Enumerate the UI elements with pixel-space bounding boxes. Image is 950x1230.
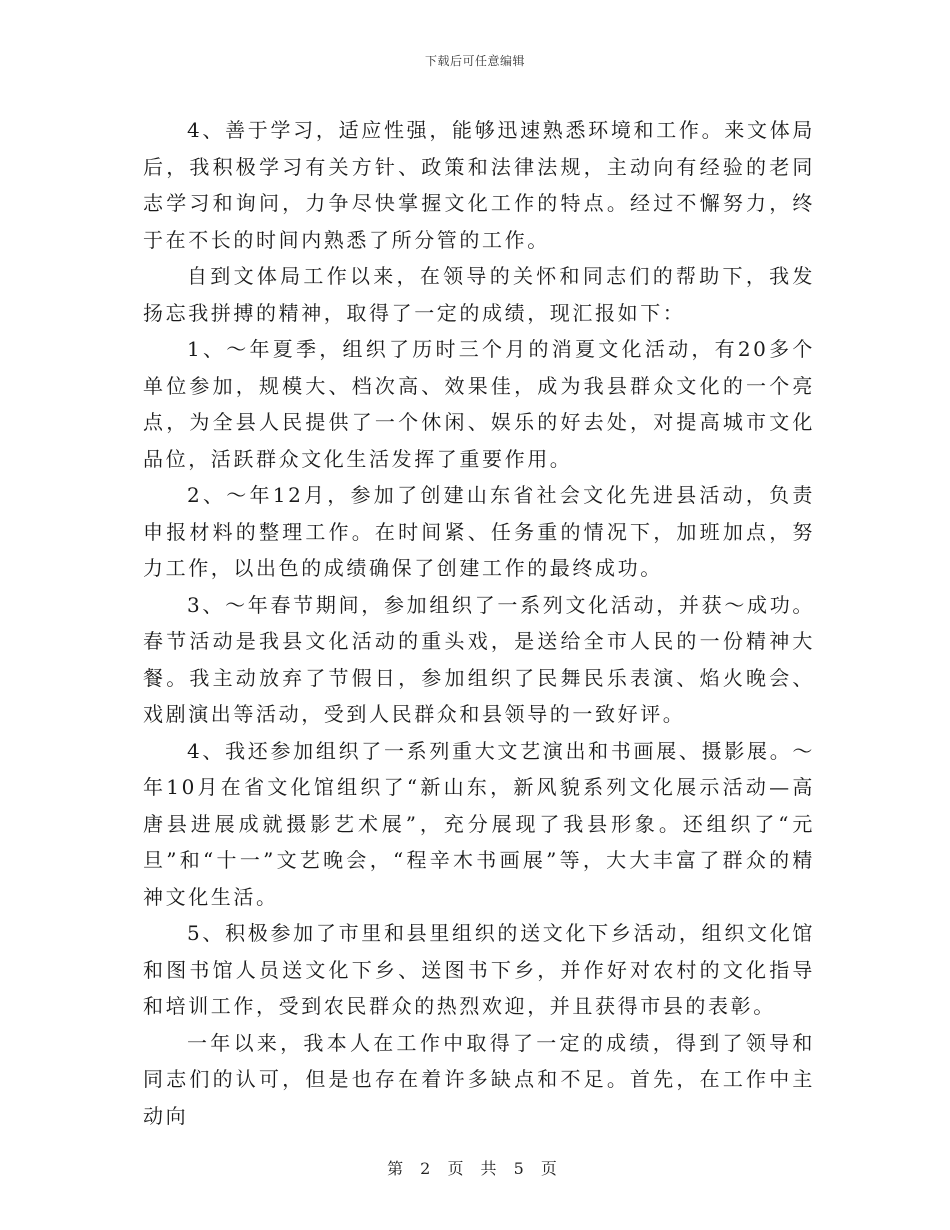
paragraph-shortcomings: 一年以来，我本人在工作中取得了一定的成绩，得到了领导和同志们的认可，但是也存在着许多缺点和不足。首先，在工作中主动向 bbox=[143, 1030, 815, 1128]
paragraph-exhibitions: 4、我还参加组织了一系列重大文艺演出和书画展、摄影展。～年10月在省文化馆组织了“新山东，新风貌系列文化展示活动—高唐县进展成就摄影艺术展”，充分展现了我县形象。还组织了“元旦”和“十一”文艺晚会，“程辛木书画展”等，大大丰富了群众的精神文化生活。 bbox=[143, 738, 815, 909]
page-header: 下载后可任意编辑 bbox=[424, 54, 525, 68]
paragraph-spring-festival: 3、～年春节期间，参加组织了一系列文化活动，并获～成功。春节活动是我县文化活动的重头戏，是送给全市人民的一份精神大餐。我主动放弃了节假日，参加组织了民舞民乐表演、焰火晚会、戏剧演出等活动，受到人民群众和县领导的一致好评。 bbox=[143, 592, 815, 726]
paragraph-culture-to-countryside: 5、积极参加了市里和县里组织的送文化下乡活动，组织文化馆和图书馆人员送文化下乡、送图书下乡，并作好对农村的文化指导和培训工作，受到农民群众的热烈欢迎，并且获得市县的表彰。 bbox=[143, 921, 815, 1018]
page-number-footer: 第 2 页 共 5 页 bbox=[387, 1159, 563, 1178]
paragraph-intro: 自到文体局工作以来，在领导的关怀和同志们的帮助下，我发扬忘我拼搏的精神，取得了一定的成绩，现汇报如下： bbox=[143, 264, 815, 325]
paragraph-december-campaign: 2、～年12月，参加了创建山东省社会文化先进县活动，负责申报材料的整理工作。在时间紧、任务重的情况下，加班加点，努力工作，以出色的成绩确保了创建工作的最终成功。 bbox=[143, 483, 815, 580]
paragraph-learning: 4、善于学习，适应性强，能够迅速熟悉环境和工作。来文体局后，我积极学习有关方针、政策和法律法规，主动向有经验的老同志学习和询问，力争尽快掌握文化工作的特点。经过不懈努力，终于在不长的时间内熟悉了所分管的工作。 bbox=[143, 118, 815, 252]
document-body bbox=[143, 112, 815, 1134]
paragraph-summer-activity: 1、～年夏季，组织了历时三个月的消夏文化活动，有20多个单位参加，规模大、档次高、效果佳，成为我县群众文化的一个亮点，为全县人民提供了一个休闲、娱乐的好去处，对提高城市文化品位，活跃群众文化生活发挥了重要作用。 bbox=[143, 337, 815, 471]
